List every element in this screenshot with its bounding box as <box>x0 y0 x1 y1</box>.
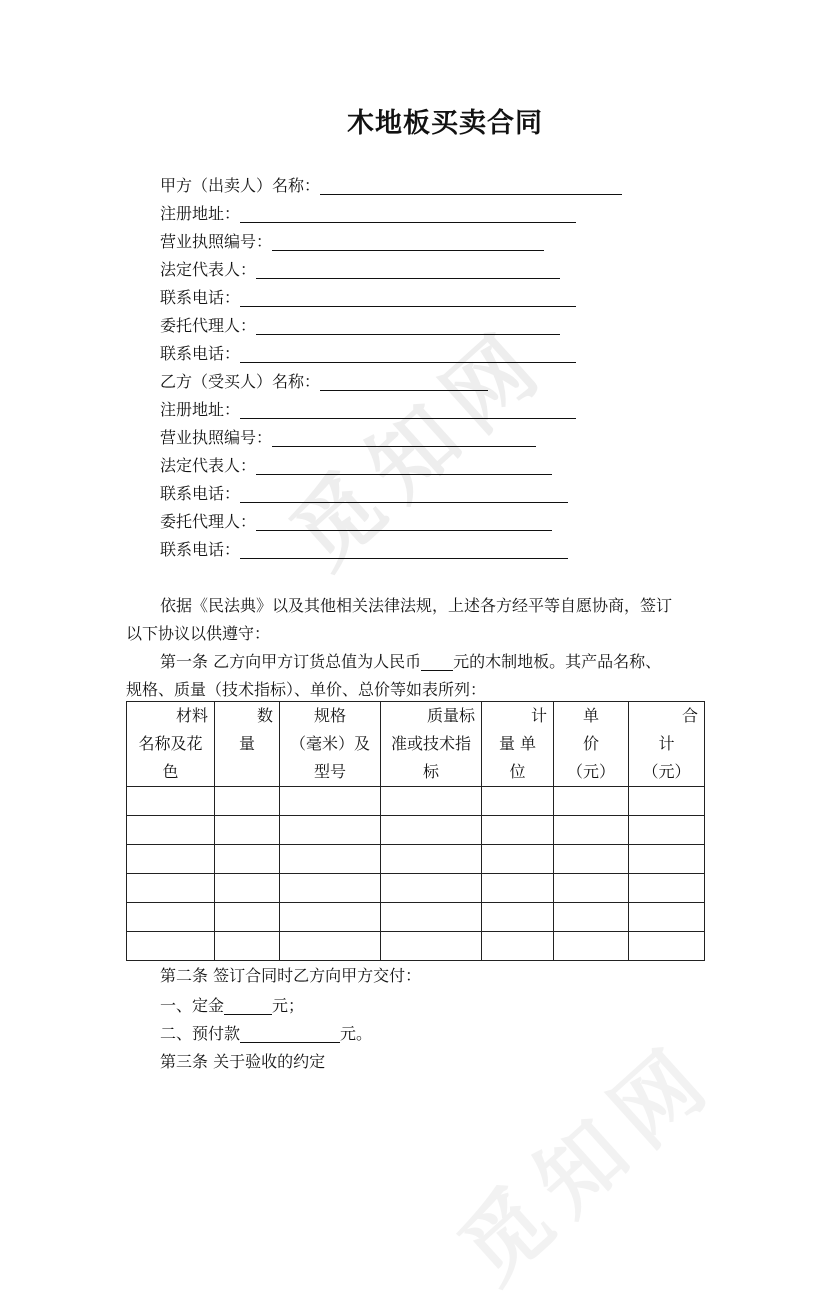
article1-line-1 <box>160 652 661 672</box>
blank-line <box>240 542 568 559</box>
goods-table <box>126 701 705 961</box>
field-label: 法定代表人： <box>160 260 257 279</box>
article3-title: 第三条 关于验收的约定 <box>160 1052 326 1071</box>
buyer-agent-phone-field <box>160 540 568 560</box>
table-cell[interactable] <box>280 816 381 845</box>
seller-address-field <box>160 204 576 224</box>
field-label: 乙方（受买人）名称： <box>160 372 321 391</box>
table-cell[interactable] <box>280 874 381 903</box>
deposit-blank <box>224 998 272 1015</box>
field-label: 委托代理人： <box>160 512 257 531</box>
header-unit: 计 量 单 位 <box>482 702 554 787</box>
article1-line-2: 规格、质量（技术指标）、单价、总价等如表所列： <box>126 680 487 699</box>
prepayment-blank <box>240 1026 340 1043</box>
header-total: 合 计 （元） <box>629 702 705 787</box>
table-cell[interactable] <box>629 932 705 961</box>
field-label: 甲方（出卖人）名称： <box>160 176 321 195</box>
field-label: 联系电话： <box>160 484 241 503</box>
table-cell[interactable] <box>482 903 554 932</box>
table-cell[interactable] <box>381 903 482 932</box>
blank-line <box>256 262 560 279</box>
table-cell[interactable] <box>482 816 554 845</box>
table-cell[interactable] <box>629 874 705 903</box>
header-quantity: 数 量 <box>215 702 280 787</box>
table-row <box>127 932 705 961</box>
table-cell[interactable] <box>280 845 381 874</box>
table-cell[interactable] <box>482 787 554 816</box>
table-cell[interactable] <box>381 787 482 816</box>
seller-agent-field <box>160 316 560 336</box>
blank-line <box>320 374 488 391</box>
intro-line-1: 依据《民法典》以及其他相关法律法规，上述各方经平等自愿协商，签订 <box>160 596 673 615</box>
table-row <box>127 787 705 816</box>
table-header-row <box>127 702 705 787</box>
header-unit-price: 单 价 （元） <box>554 702 629 787</box>
field-label: 法定代表人： <box>160 456 257 475</box>
table-cell[interactable] <box>554 787 629 816</box>
field-label: 注册地址： <box>160 204 241 223</box>
table-cell[interactable] <box>215 932 280 961</box>
seller-representative-field <box>160 260 560 280</box>
field-label: 联系电话： <box>160 344 241 363</box>
table-cell[interactable] <box>482 932 554 961</box>
table-cell[interactable] <box>629 787 705 816</box>
field-label: 注册地址： <box>160 400 241 419</box>
blank-line <box>240 290 576 307</box>
deposit-unit: 元； <box>272 996 305 1015</box>
table-cell[interactable] <box>127 816 215 845</box>
table-cell[interactable] <box>381 932 482 961</box>
article1-text-a: 第一条 乙方向甲方订货总值为人民币 <box>160 652 422 671</box>
table-cell[interactable] <box>127 874 215 903</box>
table-cell[interactable] <box>215 845 280 874</box>
blank-line <box>240 402 576 419</box>
seller-license-field <box>160 232 544 252</box>
prepayment-unit: 元。 <box>340 1024 373 1043</box>
blank-line <box>320 178 622 195</box>
blank-line <box>272 234 544 251</box>
buyer-phone-field <box>160 484 568 504</box>
table-cell[interactable] <box>629 845 705 874</box>
buyer-name-field <box>160 372 488 392</box>
table-cell[interactable] <box>381 845 482 874</box>
seller-phone-field <box>160 288 576 308</box>
table-cell[interactable] <box>215 816 280 845</box>
table-row <box>127 845 705 874</box>
table-cell[interactable] <box>629 903 705 932</box>
table-cell[interactable] <box>127 932 215 961</box>
buyer-address-field <box>160 400 576 420</box>
field-label: 委托代理人： <box>160 316 257 335</box>
intro-line-2: 以下协议以供遵守： <box>126 624 271 643</box>
table-row <box>127 874 705 903</box>
header-material: 材料 名称及花 色 <box>127 702 215 787</box>
header-spec: 规格 （毫米）及 型号 <box>280 702 381 787</box>
table-cell[interactable] <box>554 932 629 961</box>
blank-line <box>240 206 576 223</box>
article2-title: 第二条 签订合同时乙方向甲方交付： <box>160 966 422 985</box>
table-cell[interactable] <box>215 903 280 932</box>
field-label: 营业执照编号： <box>160 428 273 447</box>
table-cell[interactable] <box>554 874 629 903</box>
table-cell[interactable] <box>280 932 381 961</box>
blank-line <box>256 514 552 531</box>
table-cell[interactable] <box>280 903 381 932</box>
field-label: 联系电话： <box>160 288 241 307</box>
watermark-bottom: 觅知网 <box>441 1023 736 1303</box>
prepayment-line <box>160 1024 372 1044</box>
table-cell[interactable] <box>381 874 482 903</box>
blank-line <box>256 318 560 335</box>
table-cell[interactable] <box>482 845 554 874</box>
header-quality: 质量标 准或技术指 标 <box>381 702 482 787</box>
blank-line <box>256 458 552 475</box>
table-row <box>127 816 705 845</box>
field-label: 联系电话： <box>160 540 241 559</box>
deposit-line <box>160 996 304 1016</box>
table-cell[interactable] <box>381 816 482 845</box>
table-cell[interactable] <box>215 874 280 903</box>
table-cell[interactable] <box>127 845 215 874</box>
blank-line <box>240 486 568 503</box>
table-cell[interactable] <box>554 816 629 845</box>
table-cell[interactable] <box>482 874 554 903</box>
buyer-agent-field <box>160 512 552 532</box>
table-cell[interactable] <box>127 787 215 816</box>
field-label: 营业执照编号： <box>160 232 273 251</box>
buyer-license-field <box>160 428 536 448</box>
blank-line <box>272 430 536 447</box>
prepayment-label: 二、预付款 <box>160 1024 241 1043</box>
amount-blank <box>421 654 453 671</box>
document-title: 木地板买卖合同 <box>347 108 543 139</box>
table-cell[interactable] <box>554 845 629 874</box>
buyer-representative-field <box>160 456 552 476</box>
table-row <box>127 903 705 932</box>
seller-name-field <box>160 176 622 196</box>
blank-line <box>240 346 576 363</box>
seller-agent-phone-field <box>160 344 576 364</box>
table-cell[interactable] <box>215 787 280 816</box>
article1-text-b: 元的木制地板。其产品名称、 <box>453 652 662 671</box>
table-cell[interactable] <box>280 787 381 816</box>
deposit-label: 一、定金 <box>160 996 225 1015</box>
table-cell[interactable] <box>127 903 215 932</box>
watermark: 觅知网 <box>273 308 568 588</box>
table-cell[interactable] <box>554 903 629 932</box>
table-cell[interactable] <box>629 816 705 845</box>
